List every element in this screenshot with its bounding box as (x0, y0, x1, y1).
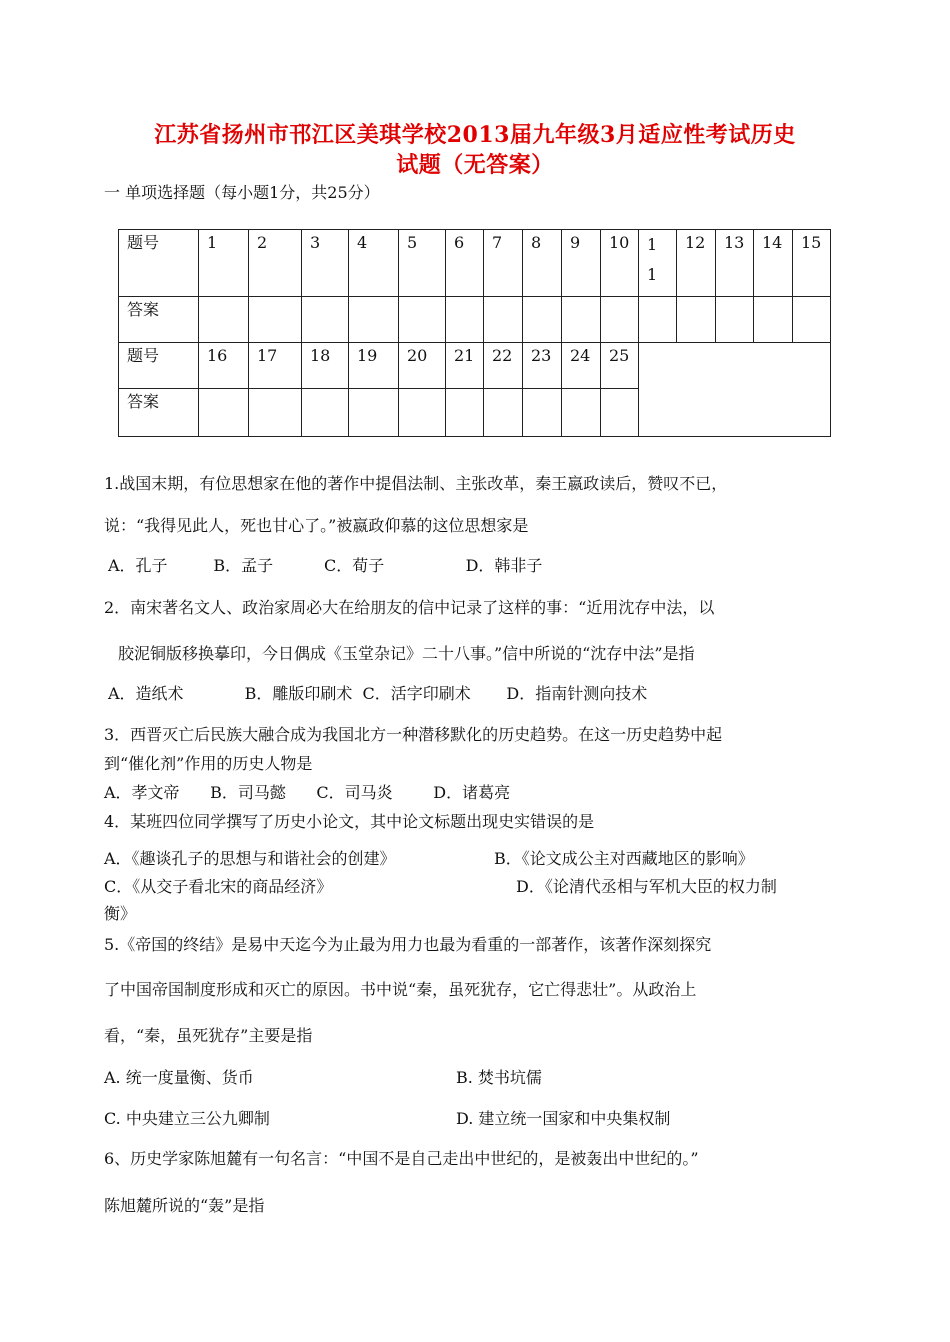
question-5-line3: 看，“秦，虽死犹存”主要是指 (104, 1026, 313, 1045)
number-cell: 6 (446, 230, 484, 297)
number-cell: 14 (754, 230, 793, 297)
number-cell: 3 (302, 230, 349, 297)
number-cell: 19 (349, 343, 399, 389)
answer-cell[interactable] (793, 297, 831, 343)
answer-cell[interactable] (199, 297, 249, 343)
question-3-line1: 3．西晋灭亡后民族大融合成为我国北方一种潜移默化的历史趋势。在这一历史趋势中起 (104, 725, 723, 744)
number-cell: 8 (523, 230, 562, 297)
question-4-option-d-cont: 衡》 (104, 904, 137, 923)
number-cell: 9 (562, 230, 601, 297)
answer-cell[interactable] (562, 297, 601, 343)
question-6-line1: 6、历史学家陈旭麓有一句名言：“中国不是自己走出中世纪的，是被轰出中世纪的。” (104, 1149, 699, 1168)
question-1-options: A．孔子 B．孟子 C．荀子 D．韩非子 (108, 556, 543, 575)
number-cell: 20 (399, 343, 446, 389)
table-row (119, 343, 831, 389)
number-cell: 7 (484, 230, 523, 297)
question-5-option-a: A. 统一度量衡、货币 (104, 1068, 254, 1087)
answer-cell[interactable] (484, 297, 523, 343)
answer-cell[interactable] (249, 389, 302, 437)
answer-table (118, 229, 831, 437)
number-cell: 22 (484, 343, 523, 389)
number-cell: 12 (677, 230, 716, 297)
answer-cell[interactable] (302, 297, 349, 343)
question-4-line1: 4．某班四位同学撰写了历史小论文，其中论文标题出现史实错误的是 (104, 812, 595, 831)
question-4-option-c: C．《从交子看北宋的商品经济》 (104, 877, 333, 896)
header-cell: 题号 (119, 343, 199, 389)
number-cell: 23 (523, 343, 562, 389)
header-cell: 题号 (119, 230, 199, 297)
question-1-line2: 说：“我得见此人，死也甘心了。”被嬴政仰慕的这位思想家是 (104, 516, 529, 535)
answer-cell[interactable] (716, 297, 754, 343)
answer-cell[interactable] (349, 297, 399, 343)
number-cell: 1 (199, 230, 249, 297)
table-row (119, 297, 831, 343)
question-4-option-b: B．《论文成公主对西藏地区的影响》 (494, 849, 754, 868)
question-2-options: A．造纸术 B．雕版印刷术 C．活字印刷术 D．指南针测向技术 (108, 684, 648, 703)
answer-cell[interactable] (754, 297, 793, 343)
question-4-option-d: D．《论清代丞相与军机大臣的权力制 (516, 877, 777, 896)
number-cell: 13 (716, 230, 754, 297)
answer-cell[interactable] (677, 297, 716, 343)
answer-cell[interactable] (601, 297, 639, 343)
merged-blank-cell (639, 343, 831, 437)
answer-cell[interactable] (523, 389, 562, 437)
number-cell: 10 (601, 230, 639, 297)
number-cell: 21 (446, 343, 484, 389)
question-5-line1: 5.《帝国的终结》是易中天迄今为止最为用力也最为看重的一部著作，该著作深刻探究 (104, 935, 712, 954)
number-cell: 24 (562, 343, 601, 389)
answer-label-cell: 答案 (119, 297, 199, 343)
number-cell: 4 (349, 230, 399, 297)
number-cell: 2 (249, 230, 302, 297)
answer-cell[interactable] (446, 389, 484, 437)
answer-cell[interactable] (523, 297, 562, 343)
answer-cell[interactable] (399, 389, 446, 437)
question-5-option-b: B. 焚书坑儒 (456, 1068, 542, 1087)
number-cell: 16 (199, 343, 249, 389)
answer-label-cell: 答案 (119, 389, 199, 437)
question-6-line2: 陈旭麓所说的“轰”是指 (104, 1196, 265, 1215)
question-1-line1: 1.战国末期，有位思想家在他的著作中提倡法制、主张改革，秦王嬴政读后，赞叹不已， (104, 474, 728, 493)
number-cell: 25 (601, 343, 639, 389)
answer-cell[interactable] (639, 297, 677, 343)
question-2-line2: 胶泥铜版移换摹印，今日偶成《玉堂杂记》二十八事。”信中所说的“沈存中法”是指 (118, 644, 695, 663)
section-heading: 一 单项选择题（每小题1分，共25分） (104, 183, 380, 202)
question-3-line2: 到“催化剂”作用的历史人物是 (104, 754, 313, 773)
question-2-line1: 2．南宋著名文人、政治家周必大在给朋友的信中记录了这样的事：“近用沈存中法，以 (104, 598, 715, 617)
document-title-line1: 江苏省扬州市邗江区美琪学校2013届九年级3月适应性考试历史 (154, 122, 796, 148)
number-cell: 15 (793, 230, 831, 297)
number-cell: 1 1 (639, 230, 677, 297)
document-title-line2: 试题（无答案） (396, 152, 554, 178)
number-cell: 17 (249, 343, 302, 389)
number-cell: 18 (302, 343, 349, 389)
answer-cell[interactable] (601, 389, 639, 437)
answer-cell[interactable] (302, 389, 349, 437)
question-5-line2: 了中国帝国制度形成和灭亡的原因。书中说“秦，虽死犹存，它亡得悲壮”。从政治上 (104, 980, 697, 999)
number-cell: 5 (399, 230, 446, 297)
answer-cell[interactable] (249, 297, 302, 343)
question-3-options: A．孝文帝 B．司马懿 C．司马炎 D．诸葛亮 (104, 783, 511, 802)
answer-cell[interactable] (399, 297, 446, 343)
answer-cell[interactable] (562, 389, 601, 437)
question-4-option-a: A．《趣谈孔子的思想与和谐社会的创建》 (104, 849, 396, 868)
question-5-option-d: D. 建立统一国家和中央集权制 (456, 1109, 671, 1128)
answer-cell[interactable] (484, 389, 523, 437)
question-5-option-c: C. 中央建立三公九卿制 (104, 1109, 270, 1128)
answer-cell[interactable] (199, 389, 249, 437)
answer-cell[interactable] (446, 297, 484, 343)
answer-cell[interactable] (349, 389, 399, 437)
table-row (119, 230, 831, 297)
